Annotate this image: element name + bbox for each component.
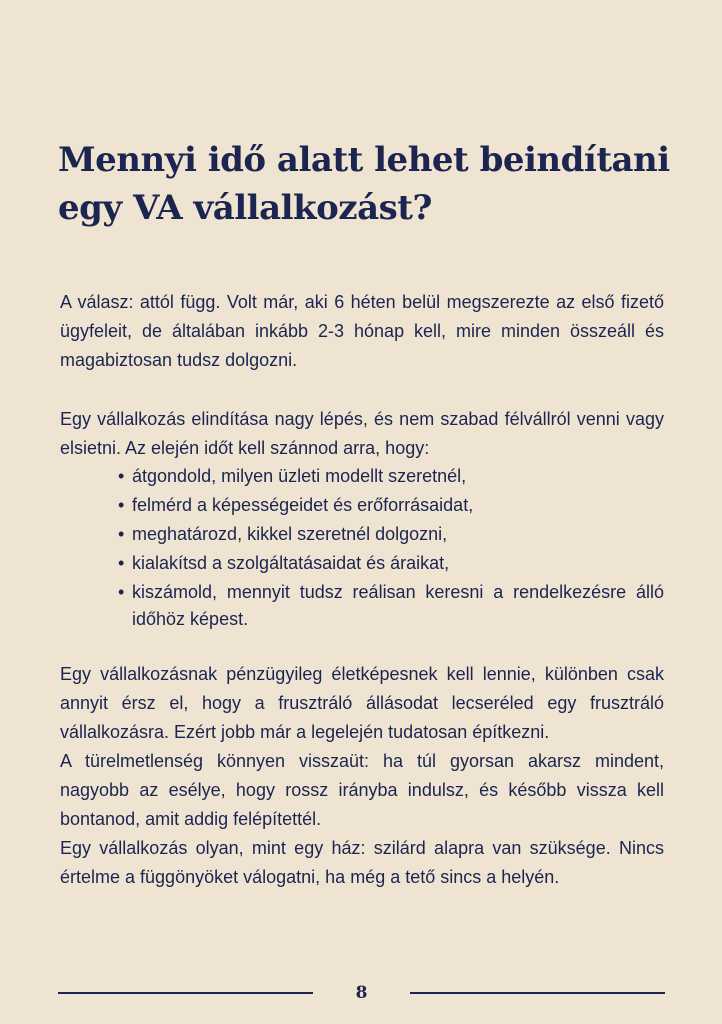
list-item: • átgondold, milyen üzleti modellt szeretnél, xyxy=(118,463,664,490)
paragraph-text: Egy vállalkozás elindítása nagy lépés, és nem szabad félvállról venni vagy elsietni. Az elején időt kell szánnod arra, hogy: xyxy=(60,409,664,458)
closing-paragraphs xyxy=(60,660,664,892)
paragraph-text: Egy vállalkozás olyan, mint egy ház: szilárd alapra van szüksége. Nincs értelme a függönyöket válogatni, ha még a tető sincs a helyén. xyxy=(60,838,664,887)
list-item: • meghatározd, kikkel szeretnél dolgozni, xyxy=(118,521,664,548)
start-paragraph xyxy=(60,405,664,463)
page-number: 8 xyxy=(355,983,368,1003)
paragraph-text: Egy vállalkozásnak pénzügyileg életképesnek kell lennie, különben csak annyit érsz el, hogy a frusztráló állásodat lecseréled egy frusztráló vállalkozásra. Ezért jobb már a legelején tudatosan építkezni. xyxy=(60,664,664,742)
page-footer xyxy=(58,980,665,1006)
page-title: Mennyi idő alatt lehet beindítani egy VA vállalkozást? xyxy=(58,140,670,228)
list-item: • kialakítsd a szolgáltatásaidat és áraikat, xyxy=(118,550,664,577)
list-item: • felmérd a képességeidet és erőforrásaidat, xyxy=(118,492,664,519)
list-item: • kiszámold, mennyit tudsz reálisan keresni a rendelkezésre álló időhöz képest. xyxy=(118,579,664,633)
paragraph-text: A válasz: attól függ. Volt már, aki 6 héten belül megszerezte az első fizető ügyfeleit, de általában inkább 2-3 hónap kell, mire minden összeáll és magabiztosan tudsz dolgozni. xyxy=(60,292,664,370)
paragraph-text: A türelmetlenség könnyen visszaüt: ha túl gyorsan akarsz mindent, nagyobb az esélye, hogy rossz irányba indulsz, és később vissza kell bontanod, amit addig felépítettél. xyxy=(60,751,664,829)
footer-rule-right xyxy=(410,992,665,994)
intro-paragraph xyxy=(60,288,664,375)
checklist xyxy=(118,463,664,635)
